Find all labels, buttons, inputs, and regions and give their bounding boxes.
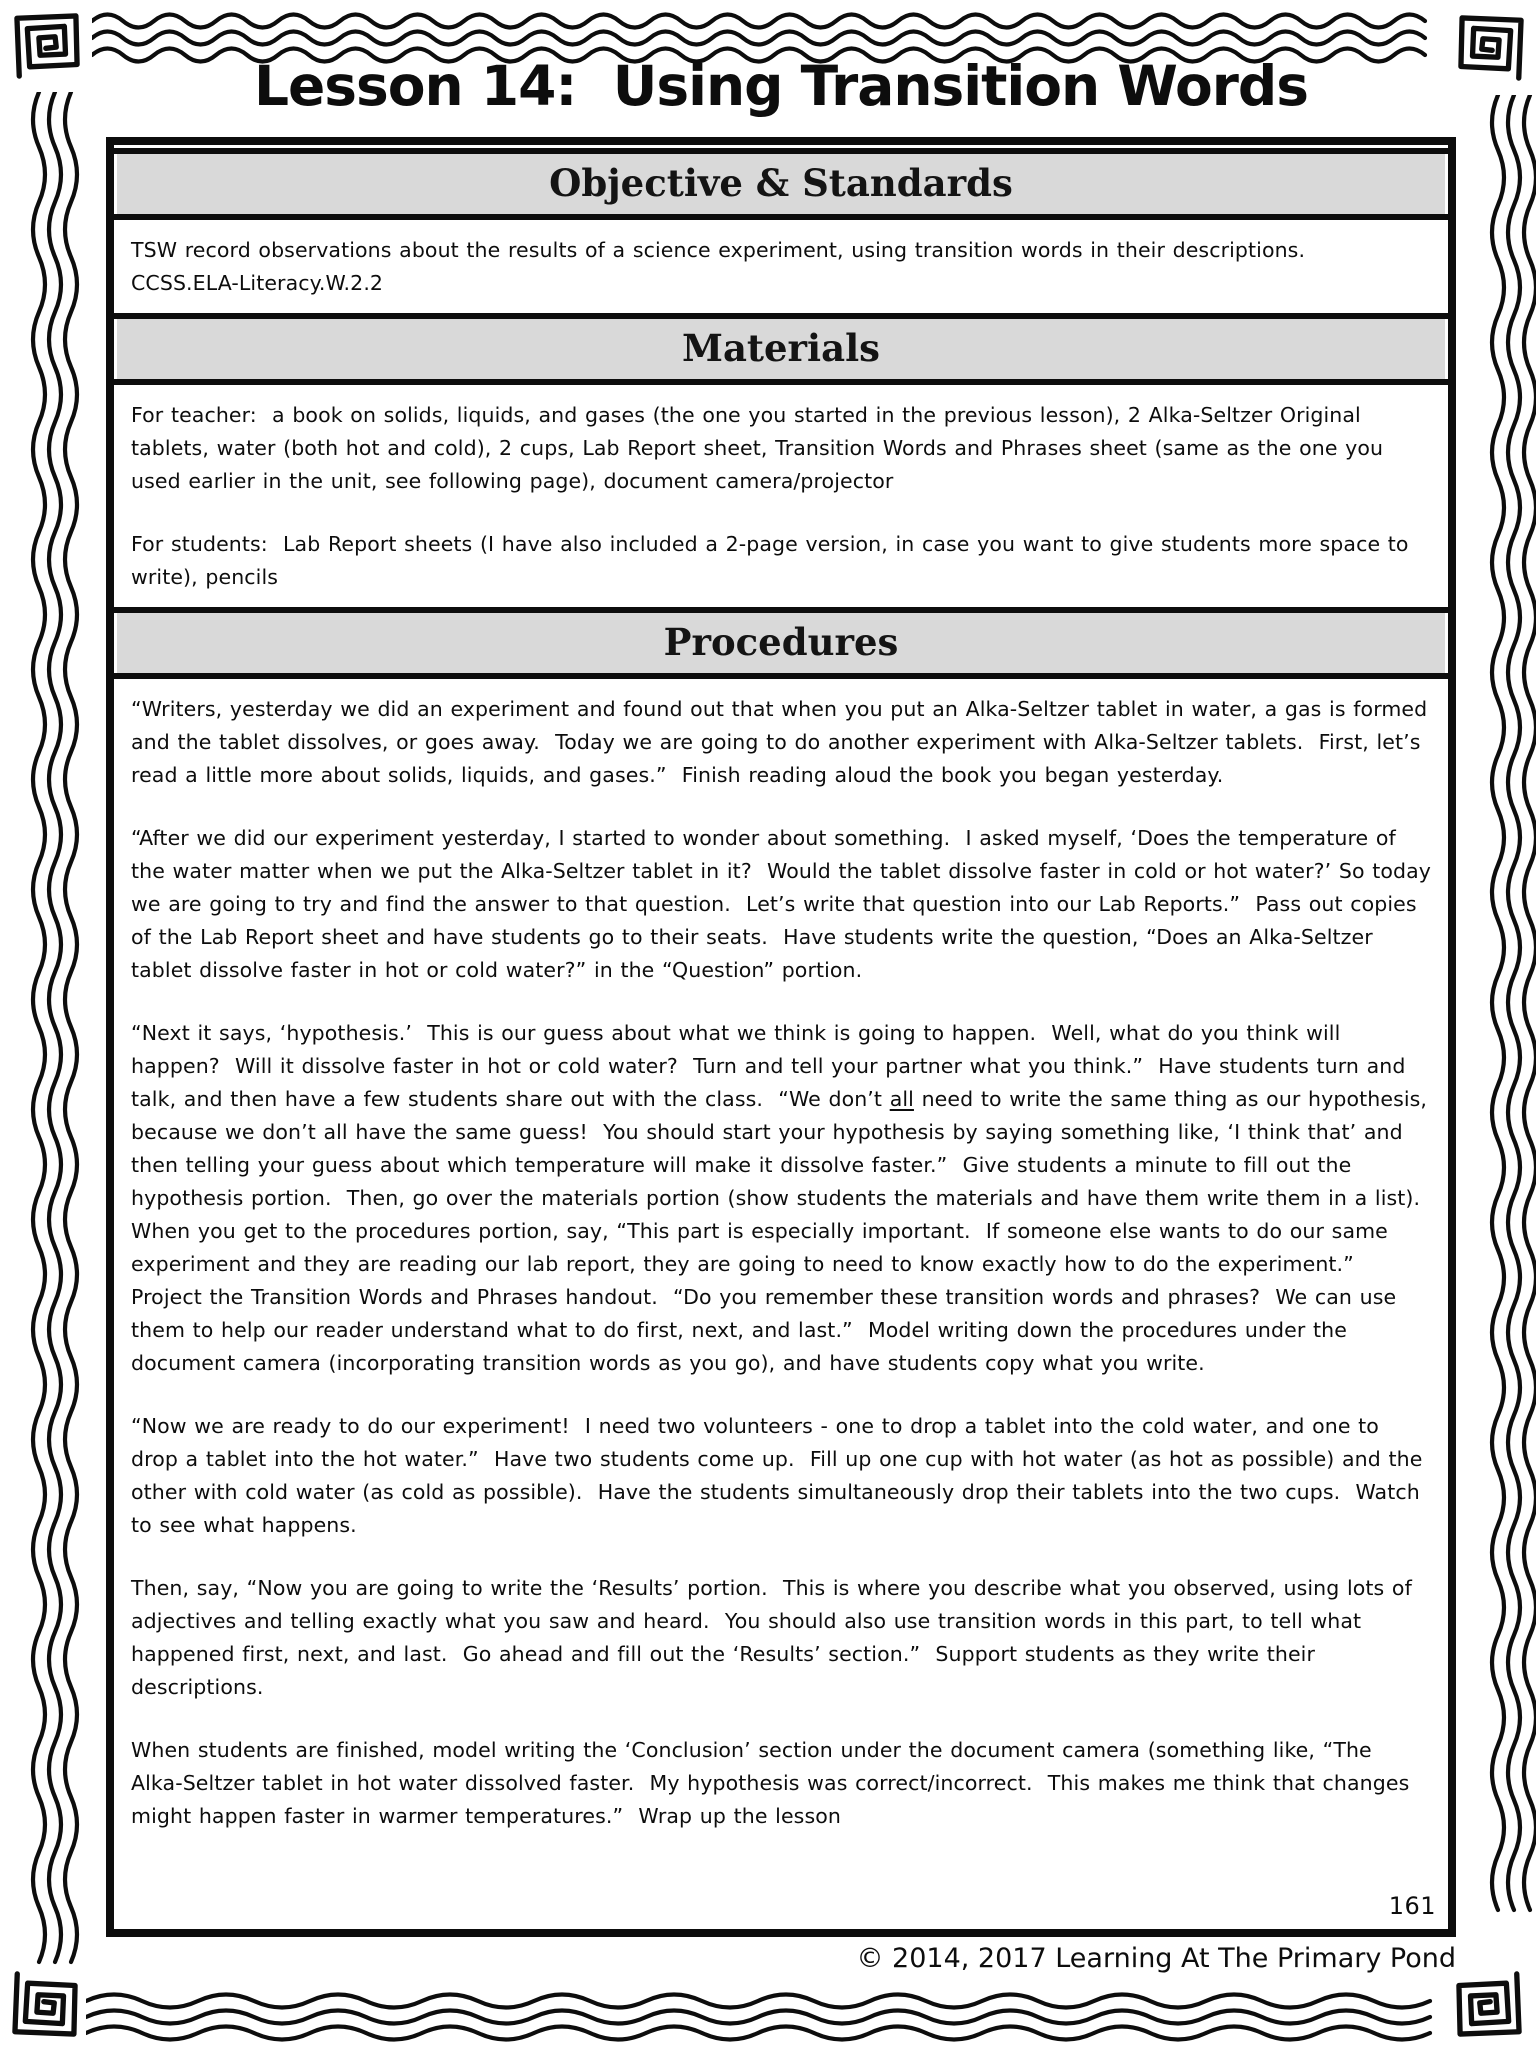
section-body-objective: [114, 220, 1448, 313]
procedures-paragraph-2: “After we did our experiment yesterday, I started to wonder about something. I asked myself, ‘Does the temperature of the water matter when we put the Alka-Seltzer tablet in it? Would the tablet dissolve faster in cold or hot water?’ So today we are going to try and find the answer to that question. Let’s write that question into our Lab Reports.” Pass out copies of the Lab Report sheet and have students go to their seats. Have students write the question, “Does an Alka-Seltzer tablet dissolve faster in hot or cold water?” in the “Question” portion.: [131, 826, 1439, 982]
border-wave-bottom: [86, 1986, 1468, 2046]
procedures-paragraph-4: “Now we are ready to do our experiment! I need two volunteers - one to drop a tablet into the cold water, and one to drop a tablet into the hot water.” Have two students come up. Fill up one cup with hot water (as hot as possible) and the other with cold water (as cold as possible). Have the students simultaneously drop their tablets into the two cups. Watch to see what happens.: [131, 1414, 1431, 1537]
section-header-procedures: Procedures: [114, 607, 1448, 679]
page-number: 161: [1388, 1892, 1436, 1920]
corner-spiral-icon: [8, 1966, 82, 2042]
section-body-materials: [114, 385, 1448, 607]
procedures-paragraph-6: When students are finished, model writing the ‘Conclusion’ section under the document camera (something like, “The Alka-Seltzer tablet in hot water dissolved faster. My hypothesis was correct/incorrect. This makes me think that changes might happen faster in warmer temperatures.” Wrap up the lesson: [131, 1738, 1417, 1828]
corner-spiral-icon: [10, 8, 84, 84]
materials-for-students: For students: Lab Report sheets (I have also included a 2-page version, in case you want to give students more space to write), pencils: [131, 532, 1417, 589]
procedures-paragraph-5: Then, say, “Now you are going to write the ‘Results’ portion. This is where you describe what you observed, using lots of adjectives and telling exactly what you saw and heard. You should also use transition words in this part, to tell what happened first, next, and last. Go ahead and fill out the ‘Results’ section.” Support students as they write their descriptions.: [131, 1576, 1420, 1699]
corner-spiral-icon: [1454, 10, 1528, 86]
procedures-paragraph-3-start: “Next it says, ‘hypothesis.’ This is our guess about what we think is going to happen. Well, what do you think will happen? Will it dissolve faster in hot or cold water? Turn and tell your partner what you think.” Have students turn and talk, and then have a few students share out with the class. “We don’t: [131, 1021, 1414, 1111]
border-wave-left: [24, 92, 82, 1968]
materials-for-teacher: For teacher: a book on solids, liquids, and gases (the one you started in the previous lesson), 2 Alka-Seltzer Original tablets, water (both hot and cold), 2 cups, Lab Report sheet, Transition Words and Phrases sheet (same as the one you used earlier in the unit, see following page), document camera/projector: [131, 403, 1391, 493]
lesson-content-box: [106, 137, 1456, 1937]
procedures-paragraph-3-end: need to write the same thing as our hypothesis, because we don’t all have the same guess! You should start your hypothesis by saying something like, ‘I think that’ and then telling your guess about which temperature will make it dissolve faster.” Give students a minute to fill out the hypothesis portion. Then, go over the materials portion (show students the materials and have them write them in a list). When you get to the procedures portion, say, “This part is especially important. If someone else wants to do our same experiment and they are reading our lab report, they are going to need to know exactly how to do the experiment.” Project the Transition Words and Phrases handout. “Do you remember these transition words and phrases? We can use them to help our reader understand what to do first, next, and last.” Model writing down the procedures under the document camera (incorporating transition words as you go), and have students copy what you write.: [131, 1087, 1436, 1375]
procedures-paragraph-3: [131, 1017, 1436, 1380]
page-title: Lesson 14: Using Transition Words: [253, 54, 1309, 118]
procedures-paragraph-3-underlined-word: all: [889, 1087, 914, 1111]
section-body-procedures: [114, 679, 1448, 1929]
procedures-paragraph-1: “Writers, yesterday we did an experiment and found out that when you put an Alka-Seltzer tablet in water, a gas is formed and the tablet dissolves, or goes away. Today we are going to do another experiment with Alka-Seltzer tablets. First, let’s read a little more about solids, liquids, and gases.” Finish reading aloud the book you began yesterday.: [131, 697, 1435, 787]
objective-standard: CCSS.ELA-Literacy.W.2.2: [131, 271, 384, 295]
objective-text: TSW record observations about the results of a science experiment, using transition words in their descriptions.: [131, 238, 1306, 262]
section-header-materials: Materials: [114, 313, 1448, 385]
border-wave-right: [1483, 95, 1536, 1967]
copyright-line: © 2014, 2017 Learning At The Primary Pond: [856, 1943, 1456, 1974]
section-header-objective: Objective & Standards: [114, 148, 1448, 220]
